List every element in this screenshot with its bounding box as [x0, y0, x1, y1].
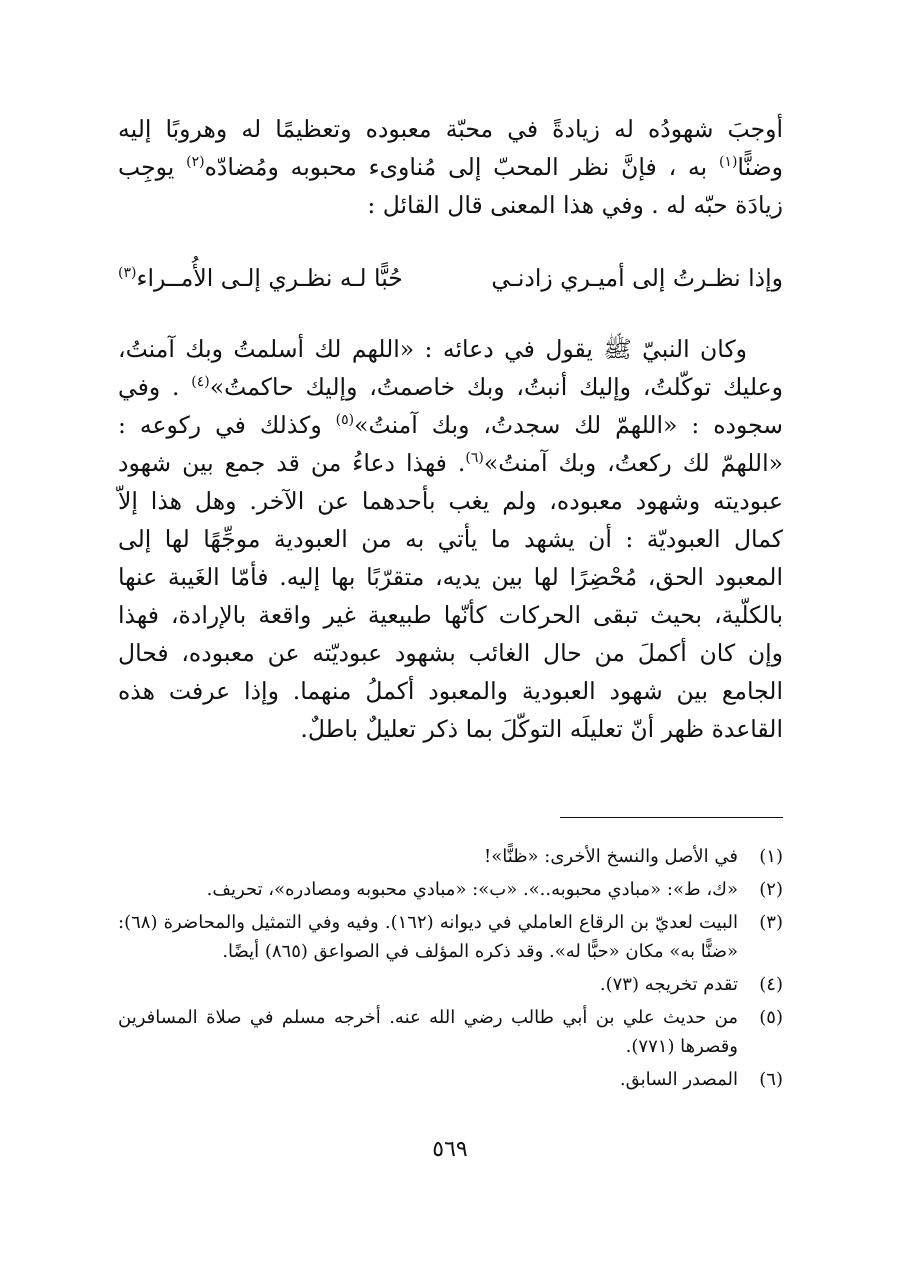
- paragraph-1-text-c: يوجِب زيادَة حبّه له . وفي هذا المعنى قال القائل :: [118, 153, 783, 219]
- paragraph-2-text-b: . وفي سجوده : «اللهمّ لك سجدتُ، وبك آمنتُ»: [118, 373, 783, 439]
- footnote-text: «ك، ط»: «مبادي محبوبه..». «ب»: «مبادي محبوبه ومصادره»، تحريف.: [206, 879, 738, 900]
- footnotes-list: [118, 842, 783, 1098]
- footnote-item: [118, 1065, 783, 1094]
- footnote-ref-1[interactable]: (١): [718, 154, 738, 171]
- footnote-number: (٦): [759, 1069, 783, 1090]
- paragraph-2-text-d: . فهذا دعاءُ من قد جمع بين شهود عبوديته وشهود معبوده، ولم يغب بأحدهما عن الآخر. وهل هذا إلاّ كمال العبوديّة : أن يشهد ما يأتي به من العبودية موجِّهًا لها إلى المعبود الحق، مُحْضِرًا لها بين يديه، متقرّبًا بها إليه. فأمّا الغَيبة عنها بالكلّية، بحيث تبقى الحركات كأنّها طبيعية غير واقعة بالإرادة، فهذا وإن كان أكملَ من حال الغائب بشهود عبوديّته عن معبوده، فحال الجامع بين شهود العبودية والمعبود أكملُ منهما. وإذا عرفت هذه القاعدة ظهر أنّ تعليلَه التوكّلَ بما ذكر تعليلٌ باطلٌ.: [118, 449, 783, 743]
- footnote-ref-2[interactable]: (٢): [186, 154, 205, 171]
- footnote-number: (٣): [759, 912, 783, 933]
- verse-hemistich-2-text: حُبًّا لـه نظـري إلـى الأُمــراء: [136, 264, 403, 292]
- footnote-ref-3[interactable]: (٣): [118, 265, 137, 282]
- paragraph-2-text-a: وكان النبيّ ﷺ يقول في دعائه : «اللهم لك أسلمتُ وبك آمنتُ، وعليك توكّلتُ، وإليك أنبتُ، وبك خاصمتُ، وإليك حاكمتُ»: [118, 335, 783, 401]
- footnote-text: من حديث علي بن أبي طالب رضي الله عنه. أخرجه مسلم في صلاة المسافرين وقصرها (٧٧١).: [118, 1007, 738, 1057]
- footnote-text: المصدر السابق.: [619, 1069, 738, 1090]
- footnote-number: (٢): [759, 879, 783, 900]
- footnote-text: تقدم تخريجه (٧٣).: [599, 974, 738, 995]
- footnote-item: [118, 970, 783, 999]
- paragraph-1-text-b: به ، فإنَّ نظر المحبّ إلى مُناوىء محبوبه ومُضادّه: [204, 153, 708, 181]
- verse-hemistich-1: وإذا نظـرتُ إلى أميـري زادنـي: [491, 264, 783, 292]
- paragraph-2-text-c: وكذلك في ركوعه : «اللهمّ لك ركعتُ، وبك آمنتُ»: [118, 411, 783, 477]
- footnote-ref-6[interactable]: (٦): [465, 450, 484, 467]
- footnote-number: (٤): [759, 974, 783, 995]
- paragraph-1: [118, 110, 783, 224]
- paragraph-2: [118, 330, 783, 748]
- footnote-text: البيت لعديّ بن الرقاع العاملي في ديوانه (١٦٢). وفيه وفي التمثيل والمحاضرة (٦٨): «ضنًّا به» مكان «حبًّا له». وقد ذكره المؤلف في الصواعق (٨٦٥) أيضًا.: [118, 912, 738, 962]
- footnote-item: [118, 842, 783, 871]
- footnote-item: [118, 875, 783, 904]
- footnote-ref-5[interactable]: (٥): [335, 412, 355, 429]
- paragraph-1-text-a: أوجبَ شهودُه له زيادةً في محبّة معبوده وتعظيمًا له وهروبًا إليه وضنًّا: [118, 115, 783, 181]
- footnote-number: (٥): [759, 1007, 783, 1028]
- footnote-divider: [560, 817, 783, 818]
- footnote-number: (١): [759, 846, 783, 867]
- footnote-item: [118, 1003, 783, 1061]
- poetry-verse: [118, 264, 783, 304]
- footnote-item: [118, 908, 783, 966]
- verse-hemistich-2: [118, 264, 403, 292]
- footnote-text: في الأصل والنسخ الأخرى: «ظنًّا»!: [484, 846, 738, 867]
- footnote-ref-4[interactable]: (٤): [191, 374, 210, 391]
- page-number: ٥٦٩: [432, 1137, 468, 1162]
